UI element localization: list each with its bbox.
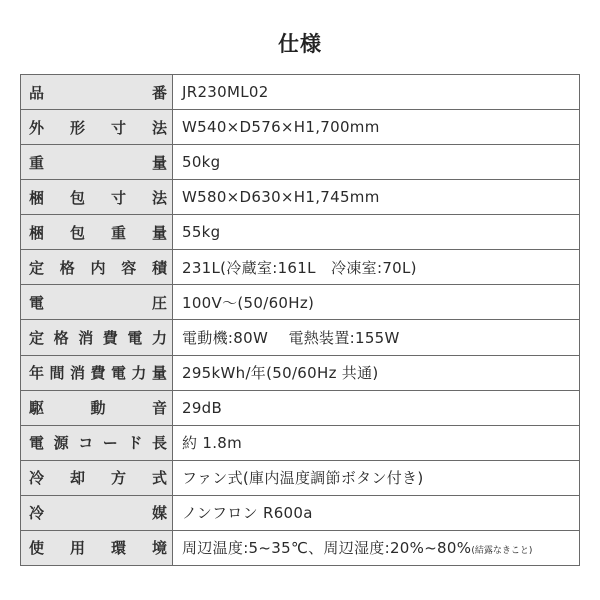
spec-row <box>21 180 580 215</box>
spec-value: 周辺温度:5~35℃、周辺湿度:20%~80% <box>182 539 472 558</box>
spec-label: 梱 包 寸 法 <box>29 188 167 207</box>
spec-label: 定 格 消 費 電 力 <box>29 328 167 347</box>
spec-label-cell <box>21 75 173 110</box>
spec-value-cell <box>173 215 580 250</box>
spec-label-cell <box>21 320 173 355</box>
spec-value-note: (結露なきこと) <box>471 546 533 557</box>
spec-label: 使 用 環 境 <box>29 539 167 558</box>
spec-label-cell <box>21 215 173 250</box>
spec-value-cell <box>173 495 580 530</box>
spec-label-cell <box>21 355 173 390</box>
spec-value-cell <box>173 285 580 320</box>
spec-value: 50kg <box>182 153 221 172</box>
spec-label: 梱 包 重 量 <box>29 223 167 242</box>
spec-row <box>21 495 580 530</box>
spec-row <box>21 355 580 390</box>
spec-value-cell <box>173 390 580 425</box>
spec-row <box>21 110 580 145</box>
spec-value: ファン式(庫内温度調節ボタン付き) <box>182 469 424 488</box>
spec-label: 年 間 消 費 電 力 量 <box>29 364 167 383</box>
spec-table <box>20 74 580 566</box>
page-title: 仕様 <box>278 32 322 56</box>
spec-row <box>21 460 580 495</box>
spec-value-cell <box>173 250 580 285</box>
spec-value-cell <box>173 75 580 110</box>
spec-label-cell <box>21 145 173 180</box>
spec-label-cell <box>21 530 173 565</box>
spec-label-cell <box>21 250 173 285</box>
spec-value: 295kWh/年(50/60Hz 共通) <box>182 364 379 383</box>
spec-value: W540×D576×H1,700mm <box>182 118 380 137</box>
spec-label: 冷 媒 <box>29 504 167 523</box>
spec-label: 電 圧 <box>29 293 167 312</box>
spec-label-cell <box>21 110 173 145</box>
spec-value: 55kg <box>182 223 221 242</box>
spec-value: 100V〜(50/60Hz) <box>182 293 315 312</box>
spec-value: 約 1.8m <box>182 434 243 453</box>
spec-value-cell <box>173 530 580 565</box>
spec-value: 電動機:80W 電熱装置:155W <box>182 328 400 347</box>
spec-value-cell <box>173 180 580 215</box>
spec-value: JR230ML02 <box>182 83 269 102</box>
spec-label: 冷 却 方 式 <box>29 469 167 488</box>
spec-value: 29dB <box>182 398 223 417</box>
spec-label-cell <box>21 425 173 460</box>
spec-label-cell <box>21 180 173 215</box>
spec-value-cell <box>173 110 580 145</box>
spec-row <box>21 215 580 250</box>
spec-label: 定 格 内 容 積 <box>29 258 167 277</box>
spec-value-cell <box>173 355 580 390</box>
spec-value: ノンフロン R600a <box>182 504 313 523</box>
spec-row <box>21 390 580 425</box>
spec-row <box>21 530 580 565</box>
spec-label: 電 源 コ ー ド 長 <box>29 434 167 453</box>
spec-table-body <box>21 75 580 566</box>
spec-value-cell <box>173 320 580 355</box>
spec-row <box>21 320 580 355</box>
spec-value: 231L(冷蔵室:161L 冷凍室:70L) <box>182 258 417 277</box>
spec-label: 駆 動 音 <box>29 399 167 418</box>
spec-value: W580×D630×H1,745mm <box>182 188 380 207</box>
spec-label-cell <box>21 390 173 425</box>
spec-label: 重 量 <box>29 153 167 172</box>
spec-row <box>21 425 580 460</box>
spec-row <box>21 145 580 180</box>
spec-label-cell <box>21 460 173 495</box>
spec-value-cell <box>173 460 580 495</box>
spec-label: 品 番 <box>29 83 167 102</box>
spec-label-cell <box>21 285 173 320</box>
spec-value-cell <box>173 425 580 460</box>
spec-row <box>21 250 580 285</box>
spec-row <box>21 285 580 320</box>
spec-label: 外 形 寸 法 <box>29 118 167 137</box>
spec-row <box>21 75 580 110</box>
spec-value-cell <box>173 145 580 180</box>
spec-label-cell <box>21 495 173 530</box>
